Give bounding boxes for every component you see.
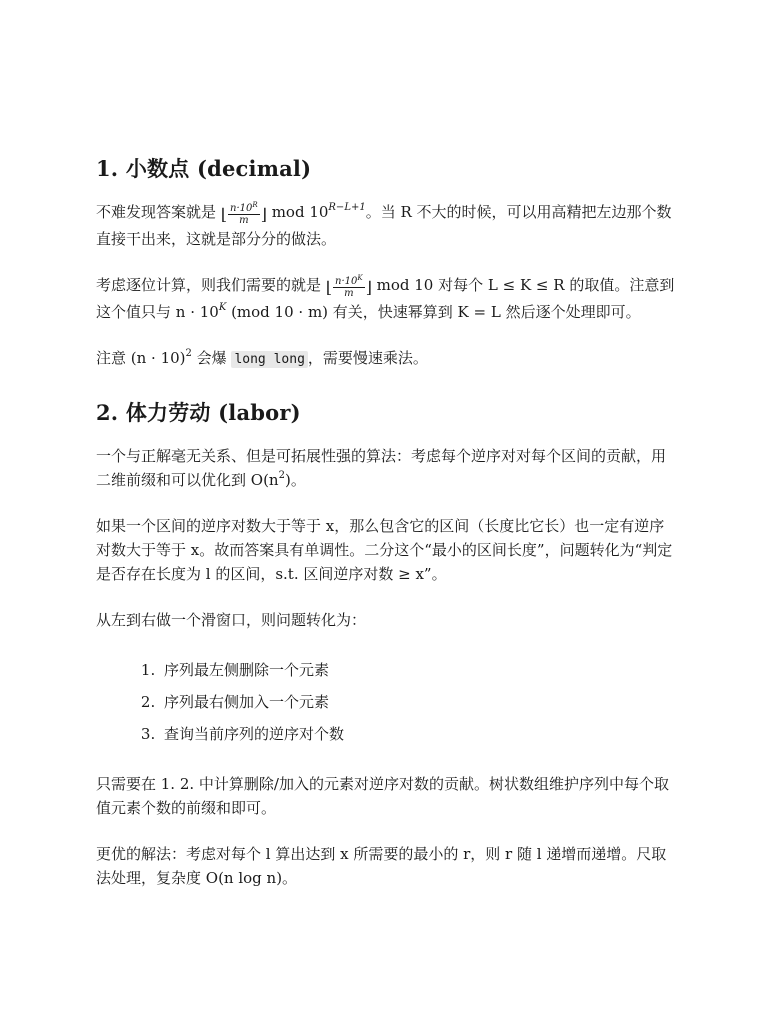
sliding-window-steps-list bbox=[96, 654, 676, 750]
s1p3-pre: 注意 (n · 10) bbox=[96, 349, 186, 367]
frac1-numerator: n·10 bbox=[230, 203, 253, 214]
s1p3-mid: 会爆 bbox=[191, 349, 232, 367]
document-page bbox=[96, 154, 676, 912]
s1p3-exp: 2 bbox=[185, 348, 192, 359]
frac2-numerator-exp: K bbox=[357, 274, 363, 282]
fraction-1 bbox=[228, 203, 260, 226]
section-1-paragraph-3 bbox=[96, 346, 676, 372]
s1p2-exp: K bbox=[218, 302, 227, 313]
floor-open: ⌊ bbox=[325, 278, 333, 297]
s1p2-post: (mod 10 · m) 有关，快速幂算到 K = L 然后逐个处理即可。 bbox=[226, 303, 641, 321]
frac1-numerator-exp: R bbox=[252, 201, 258, 209]
s1p2-mid: mod 10 对每个 L ≤ K ≤ R 的取值。注意到这个值只与 n · 10 bbox=[96, 276, 675, 321]
s1p1-post: 。当 R 不大的时候，可以用高精把左边那个数直接干出来，这就是部分分的做法。 bbox=[96, 203, 672, 248]
list-item: 3. 查询当前序列的逆序对个数 bbox=[160, 718, 676, 750]
s2p1-post: )。 bbox=[284, 471, 306, 489]
section-2-title: 2. 体力劳动 (labor) bbox=[96, 400, 301, 425]
s1p1-exp: R−L+1 bbox=[328, 202, 366, 213]
floor-close: ⌋ bbox=[365, 278, 372, 297]
fraction-2 bbox=[333, 276, 365, 299]
floor-open: ⌊ bbox=[220, 205, 228, 224]
section-2-paragraph-5: 更优的解法：考虑对每个 l 算出达到 x 所需要的最小的 r，则 r 随 l 递增而递增。尺取法处理，复杂度 O(n log n)。 bbox=[96, 845, 667, 887]
floor-close: ⌋ bbox=[260, 205, 267, 224]
section-2-paragraph-4: 只需要在 1. 2. 中计算删除/加入的元素对逆序对数的贡献。树状数组维护序列中每个取值元素个数的前缀和即可。 bbox=[96, 775, 669, 817]
section-2-paragraph-3: 从左到右做一个滑窗口，则问题转化为： bbox=[96, 611, 367, 629]
frac1-denominator: m bbox=[239, 215, 249, 226]
s1p3-post: ，需要慢速乘法。 bbox=[307, 349, 428, 367]
section-1-paragraph-1 bbox=[96, 200, 676, 251]
frac2-numerator: n·10 bbox=[335, 276, 358, 287]
s1p2-pre: 考虑逐位计算，则我们需要的就是 bbox=[96, 276, 322, 294]
list-item: 1. 序列最左侧删除一个元素 bbox=[160, 654, 676, 686]
section-1-title: 1. 小数点 (decimal) bbox=[96, 156, 312, 181]
list-item: 2. 序列最右侧加入一个元素 bbox=[160, 686, 676, 718]
s2p1-exp: 2 bbox=[278, 470, 285, 481]
frac2-denominator: m bbox=[344, 288, 354, 299]
s1p1-mid: mod 10 bbox=[266, 203, 329, 221]
section-2-paragraph-1 bbox=[96, 444, 676, 492]
section-2-paragraph-2: 如果一个区间的逆序对数大于等于 x，那么包含它的区间（长度比它长）也一定有逆序对数大于等于 x。故而答案具有单调性。二分这个“最小的区间长度”，问题转化为“判定是否存在长度为 l 的区间，s.t. 区间逆序对数 ≥ x”。 bbox=[96, 517, 673, 583]
s1p1-pre: 不难发现答案就是 bbox=[96, 203, 217, 221]
inline-code-long-long: long long bbox=[231, 351, 307, 368]
section-1-paragraph-2 bbox=[96, 273, 676, 324]
s2p1-pre: 一个与正解毫无关系、但是可拓展性强的算法：考虑每个逆序对对每个区间的贡献，用二维前缀和可以优化到 O(n bbox=[96, 447, 667, 489]
